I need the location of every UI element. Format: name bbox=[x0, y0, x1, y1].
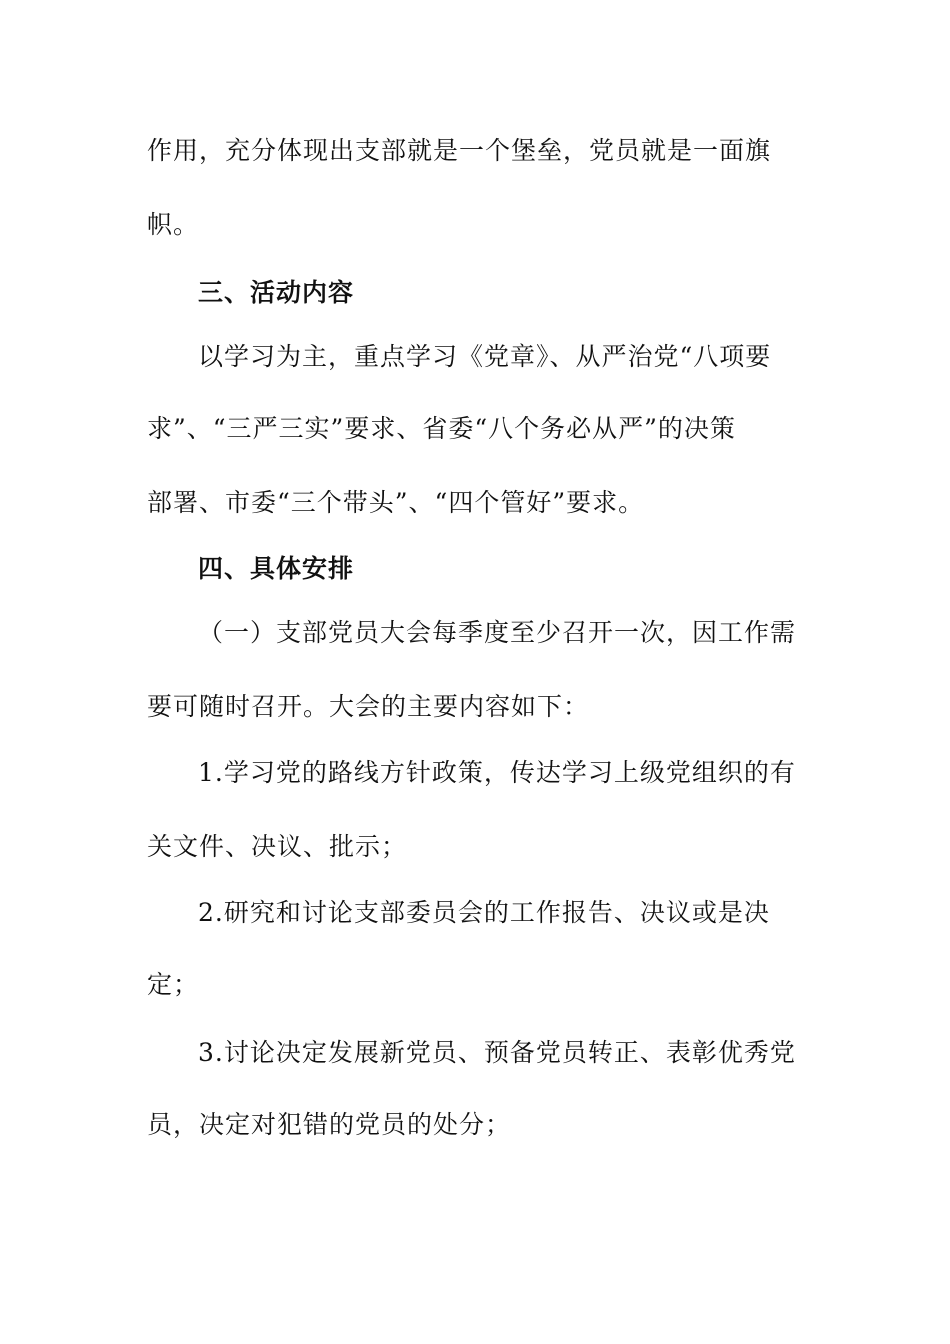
body-text-line: 部署、市委“三个带头”、“四个管好”要求。 bbox=[147, 488, 645, 517]
body-text-line: 定； bbox=[147, 970, 200, 999]
list-item-3: 3.讨论决定发展新党员、预备党员转正、表彰优秀党 bbox=[198, 1038, 796, 1067]
body-text-line: 作用，充分体现出支部就是一个堡垒，党员就是一面旗 bbox=[147, 136, 772, 165]
body-text-line: （一）支部党员大会每季度至少召开一次，因工作需 bbox=[198, 618, 797, 647]
section-heading-activity-content: 三、活动内容 bbox=[198, 278, 355, 307]
body-text-line: 以学习为主，重点学习《党章》、从严治党“八项要 bbox=[198, 342, 772, 371]
list-item-1: 1.学习党的路线方针政策，传达学习上级党组织的有 bbox=[198, 758, 796, 787]
body-text-line: 求”、“三严三实”要求、省委“八个务必从严”的决策 bbox=[147, 414, 736, 443]
body-text-line: 关文件、决议、批示； bbox=[147, 832, 408, 861]
body-text-line: 员，决定对犯错的党员的处分； bbox=[147, 1110, 512, 1139]
section-heading-specific-arrangement: 四、具体安排 bbox=[198, 554, 355, 583]
body-text-line: 要可随时召开。大会的主要内容如下： bbox=[147, 692, 590, 721]
body-text-line: 帜。 bbox=[147, 210, 200, 239]
list-item-2: 2.研究和讨论支部委员会的工作报告、决议或是决 bbox=[198, 898, 770, 927]
